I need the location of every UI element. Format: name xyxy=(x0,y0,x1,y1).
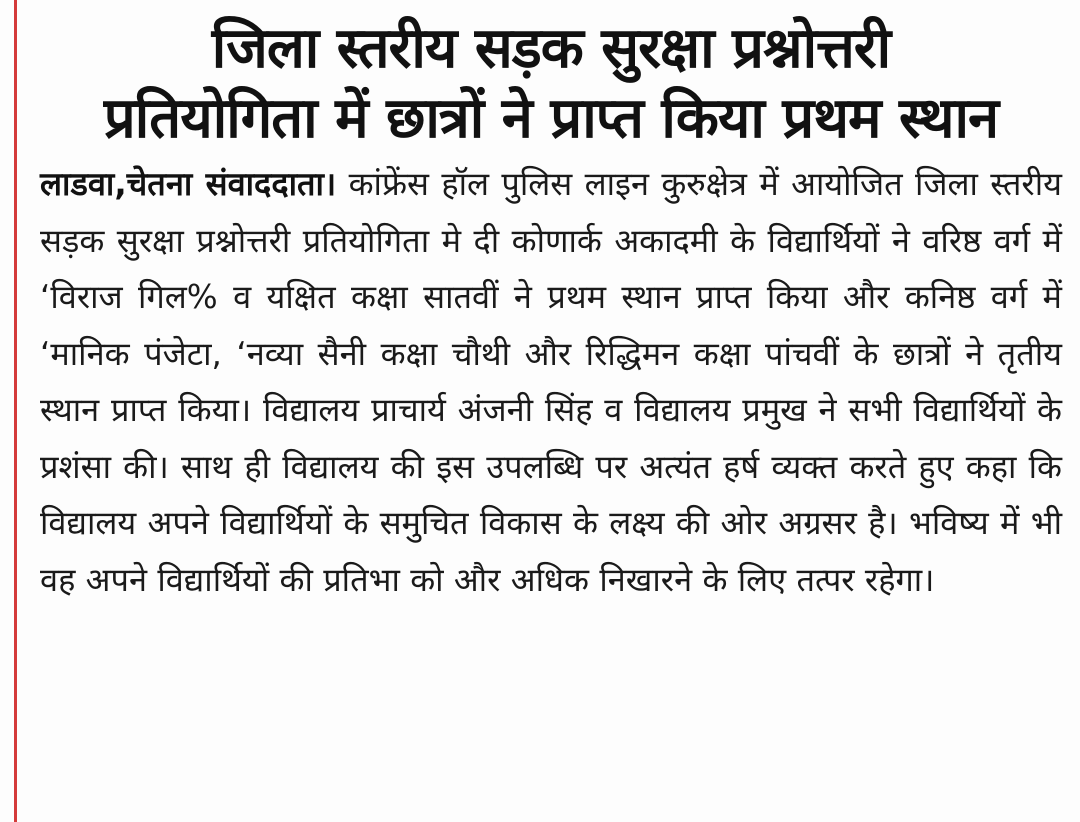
next-headline-fragment xyxy=(40,808,1062,822)
article xyxy=(40,0,1062,608)
headline-line-1: जिला स्तरीय सड़क सुरक्षा प्रश्नोत्तरी xyxy=(211,16,891,81)
article-text: कांफ्रेंस हॉल पुलिस लाइन कुरुक्षेत्र में आयोजित जिला स्तरीय सड़क सुरक्षा प्रश्नोत्तरी प्रतियोगिता मे दी कोणार्क अकादमी के विद्यार्थियों ने वरिष्ठ वर्ग में ‘विराज गिल% व यक्षित कक्षा सातवीं ने प्रथम स्थान प्राप्त किया और कनिष्ठ वर्ग में ‘मानिक पंजेटा, ‘नव्या सैनी कक्षा चौथी और रिद्धिमन कक्षा पांचवीं के छात्रों ने तृतीय स्थान प्राप्त किया। विद्यालय प्राचार्य अंजनी सिंह व विद्यालय प्रमुख ने सभी विद्यार्थियों के प्रशंसा की। साथ ही विद्यालय की इस उपलब्धि पर अत्यंत हर्ष व्यक्त करते हुए कहा कि विद्यालय अपने विद्यार्थियों के समुचित विकास के लक्ष्य की ओर अग्रसर है। भविष्य में भी वह अपने विद्यार्थियों की प्रतिभा को और अधिक निखारने के लिए तत्पर रहेगा। xyxy=(40,165,1062,599)
column-rule xyxy=(14,0,17,822)
headline xyxy=(40,0,1062,154)
article-body xyxy=(40,156,1062,608)
headline-line-2: प्रतियोगिता में छात्रों ने प्राप्त किया प्रथम स्थान xyxy=(103,86,999,151)
dateline: लाडवा,चेतना संवाददाता। xyxy=(40,165,337,203)
